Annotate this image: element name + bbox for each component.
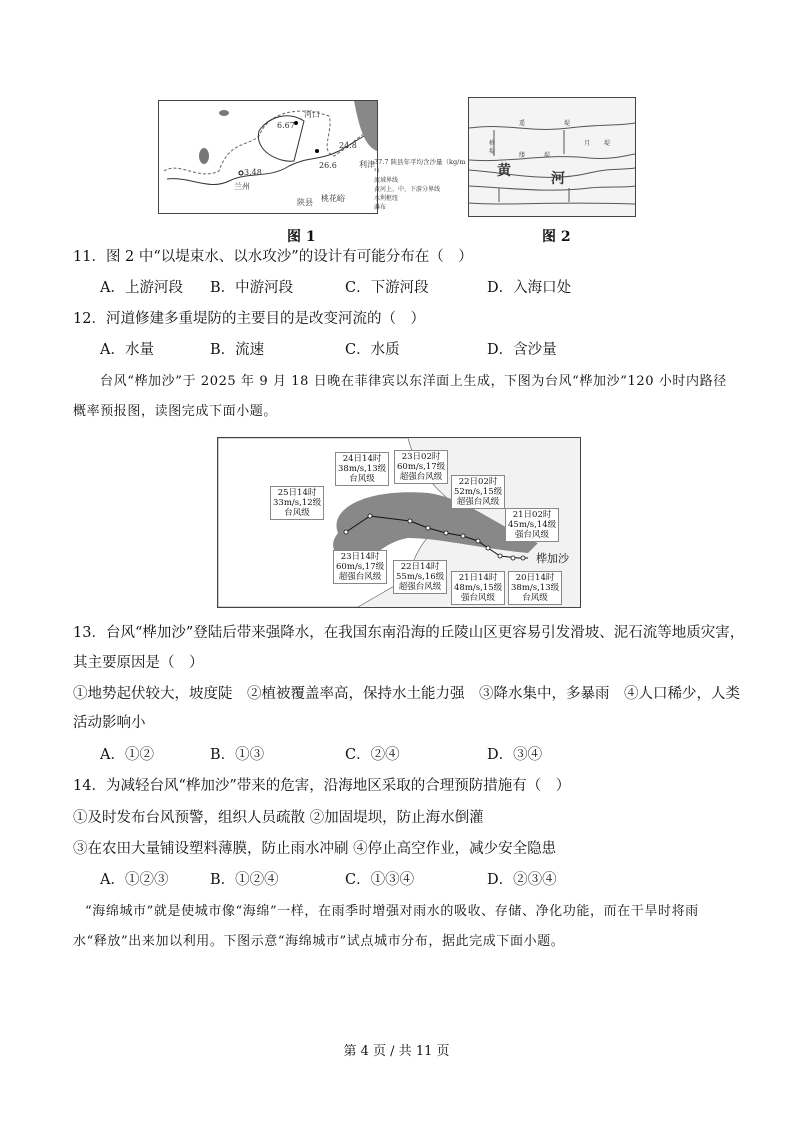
question-12-stem: 12．河道修建多重堤防的主要目的是改变河流的（ ） xyxy=(73,311,425,327)
question-13-items-cont: 活动影响小 xyxy=(73,715,146,731)
map-label: 26.6 xyxy=(319,161,337,170)
map-label: 桃花峪 xyxy=(321,194,345,203)
q11-option-d[interactable]: D．入海口处 xyxy=(487,280,572,296)
river-label: 河 xyxy=(551,171,565,187)
forecast-label-22d02h: 22日02时 52m/s,15级 超强台风级 xyxy=(451,475,505,509)
legend-item: 黄河上、中、下游分界线 xyxy=(374,186,441,193)
q13-option-b[interactable]: B．①③ xyxy=(210,747,265,763)
map-label: 堤 xyxy=(604,140,611,147)
map-label: 缕 xyxy=(519,152,526,159)
legend-item: 水利枢纽 xyxy=(374,195,399,202)
typhoon-track-map xyxy=(217,437,581,608)
question-13-items: ①地势起伏较大，坡度陡 ②植被覆盖率高，保持水土能力强 ③降水集中，多暴雨 ④人口稀少，人类 xyxy=(73,686,740,702)
levee-drawing xyxy=(469,98,635,216)
forecast-label-21d02h: 21日02时 45m/s,14级 强台风级 xyxy=(505,508,559,542)
forecast-label-23d14h: 23日14时 60m/s,17级 超强台风级 xyxy=(333,550,387,584)
map-label: 堤 xyxy=(489,148,496,155)
q13-option-c[interactable]: C．②④ xyxy=(345,747,400,763)
map-label: 堤 xyxy=(564,120,571,127)
map-label: 月 xyxy=(584,140,591,147)
question-13-stem: 13．台风“桦加沙”登陆后带来强降水，在我国东南沿海的丘陵山区更容易引发滑坡、泥石流等地质灾害， xyxy=(73,625,745,641)
intro-paragraph-sponge-city-cont: 水“释放”出来加以利用。下图示意“海绵城市”试点城市分布，据此完成下面小题。 xyxy=(73,934,565,949)
river-label: 黄 xyxy=(497,163,511,179)
q11-option-c[interactable]: C．下游河段 xyxy=(345,280,429,296)
question-14-stem: 14．为减轻台风“桦加沙”带来的危害，沿海地区采取的合理预防措施有（ ） xyxy=(73,778,571,794)
q12-option-a[interactable]: A．水量 xyxy=(100,342,154,358)
intro-paragraph-typhoon: 台风“桦加沙”于 2025 年 9 月 18 日晚在菲律宾以东洋面上生成，下图为台风“桦加沙”120 小时内路径 xyxy=(100,374,727,389)
forecast-label-25d14h: 25日14时 33m/s,12级 台风级 xyxy=(270,486,324,520)
question-13-stem-cont: 其主要原因是（ ） xyxy=(73,655,204,671)
figure-1-yellow-river-map xyxy=(158,100,378,214)
page-footer: 第 4 页 / 共 11 页 xyxy=(343,1044,450,1059)
map-label: 格 xyxy=(489,140,496,147)
map-label: 利津 xyxy=(359,160,375,169)
intro-paragraph-sponge-city: “海绵城市”就是使城市像“海绵”一样，在雨季时增强对雨水的吸收、存储、净化功能，而在干旱时将雨 xyxy=(85,904,699,919)
forecast-label-21d14h: 21日14时 48m/s,15级 强台风级 xyxy=(451,571,505,605)
map-label: 24.8 xyxy=(339,141,357,150)
legend-item: 37.7 陕县年平均含沙量（kg/m³） xyxy=(374,158,466,175)
q14-option-c[interactable]: C．①③④ xyxy=(345,872,415,888)
q11-option-b[interactable]: B．中游河段 xyxy=(210,280,294,296)
forecast-label-24d14h: 24日14时 38m/s,13级 台风级 xyxy=(335,452,389,486)
q13-option-d[interactable]: D．③④ xyxy=(487,747,543,763)
map-label: 陕县 xyxy=(297,198,313,207)
forecast-label-23d02h: 23日02时 60m/s,17级 超强台风级 xyxy=(394,450,448,484)
figure-1-caption: 图 1 xyxy=(287,229,316,245)
question-14-item-line1: ①及时发布台风预警，组织人员疏散 ②加固堤坝，防止海水倒灌 xyxy=(73,810,484,826)
map-label: 兰州 xyxy=(234,182,250,191)
figure-2-caption: 图 2 xyxy=(542,229,571,245)
intro-paragraph-typhoon-cont: 概率预报图，读图完成下面小题。 xyxy=(73,404,278,419)
q11-option-a[interactable]: A．上游河段 xyxy=(100,280,183,296)
legend-item: 瀑布 xyxy=(374,204,387,211)
figure-1-legend xyxy=(374,158,466,212)
map-label: 堤 xyxy=(544,152,551,159)
q12-option-c[interactable]: C．水质 xyxy=(345,342,400,358)
forecast-label-22d14h: 22日14时 55m/s,16级 超强台风级 xyxy=(393,560,447,594)
question-14-item-line2: ③在农田大量铺设塑料薄膜，防止雨水冲刷 ④停止高空作业，减少安全隐患 xyxy=(73,841,557,857)
map-label: 6.67 xyxy=(277,121,295,130)
legend-item: 流域界线 xyxy=(374,177,399,184)
q14-option-a[interactable]: A．①②③ xyxy=(100,872,169,888)
figure-2-levee-diagram xyxy=(468,97,636,217)
typhoon-name-label: 桦加沙 xyxy=(536,552,569,565)
q14-option-d[interactable]: D．②③④ xyxy=(487,872,557,888)
map-label: 遥 xyxy=(519,120,526,127)
q13-option-a[interactable]: A．①② xyxy=(100,747,154,763)
q14-option-b[interactable]: B．①②④ xyxy=(210,872,279,888)
forecast-label-20d14h: 20日14时 38m/s,13级 台风级 xyxy=(508,571,562,605)
q12-option-d[interactable]: D．含沙量 xyxy=(487,342,557,358)
map-label: 3.48 xyxy=(244,168,262,177)
q12-option-b[interactable]: B．流速 xyxy=(210,342,265,358)
question-11-stem: 11．图 2 中“以堤束水、以水攻沙”的设计有可能分布在（ ） xyxy=(73,249,473,265)
map-label: 河口 xyxy=(304,110,320,119)
